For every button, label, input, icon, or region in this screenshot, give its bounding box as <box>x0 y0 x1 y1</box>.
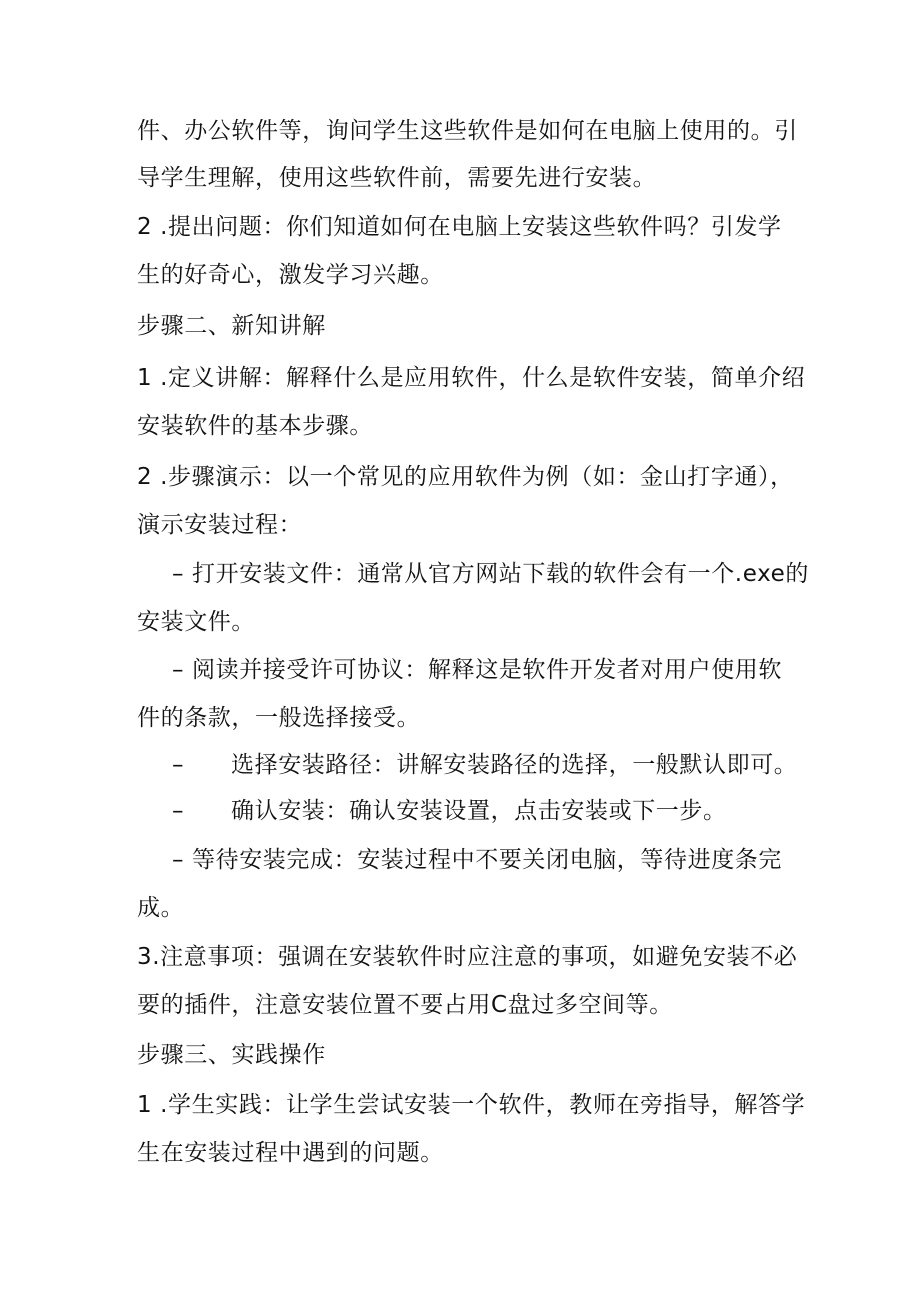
list-item: 选择安装路径：讲解安装路径的选择，一般默认即可。 <box>231 752 798 778</box>
text-line: 安装软件的基本步骤。 <box>137 413 373 439</box>
text-line: 2 .步骤演示：以一个常见的应用软件为例（如：金山打字通）， <box>137 464 794 490</box>
text-line: 安装文件。 <box>137 609 255 635</box>
list-item: – 阅读并接受许可协议：解释这是软件开发者对用户使用软 <box>172 657 783 683</box>
section-heading: 步骤三、实践操作 <box>137 1042 326 1068</box>
text-line: 生的好奇心，激发学习兴趣。 <box>137 262 444 288</box>
text-line: 生在安装过程中遇到的问题。 <box>137 1140 444 1166</box>
section-heading: 步骤二、新知讲解 <box>137 313 326 339</box>
text-line: 1 .学生实践：让学生尝试安装一个软件，教师在旁指导，解答学 <box>137 1092 806 1118</box>
text-line: 演示安装过程： <box>137 512 303 538</box>
text-line: 件的条款，一般选择接受。 <box>137 705 421 731</box>
text-line: 成。 <box>137 895 185 921</box>
text-line: 3.注意事项：强调在安装软件时应注意的事项，如避免安装不必 <box>137 944 798 970</box>
list-dash: – <box>172 798 185 824</box>
list-item: – 等待安装完成：安装过程中不要关闭电脑，等待进度条完 <box>172 847 783 873</box>
text-line: 2 .提出问题：你们知道如何在电脑上安装这些软件吗？引发学 <box>137 214 782 240</box>
text-line: 要的插件，注意安装位置不要占用C盘过多空间等。 <box>137 992 673 1018</box>
list-item: 确认安装：确认安装设置，点击安装或下一步。 <box>231 798 727 824</box>
text-line: 导学生理解，使用这些软件前，需要先进行安装。 <box>137 165 657 191</box>
text-line: 件、办公软件等，询问学生这些软件是如何在电脑上使用的。引 <box>137 118 798 144</box>
list-item: – 打开安装文件：通常从官方网站下载的软件会有一个.exe的 <box>172 561 809 587</box>
text-line: 1 .定义讲解：解释什么是应用软件，什么是软件安装，简单介绍 <box>137 365 806 391</box>
list-dash: – <box>172 752 185 778</box>
